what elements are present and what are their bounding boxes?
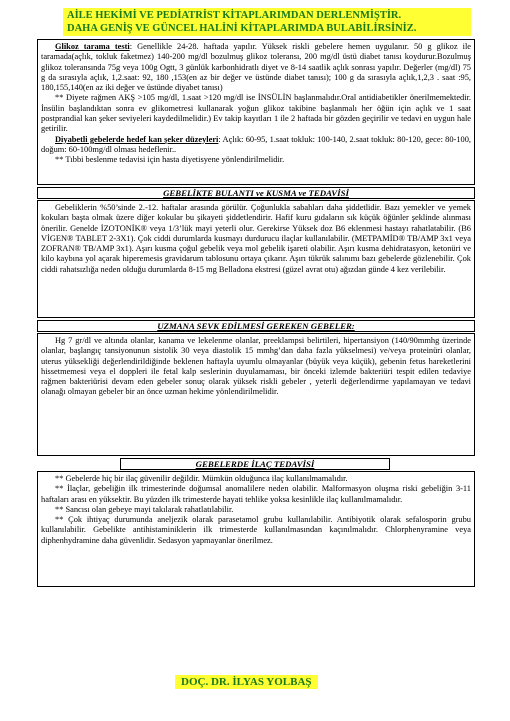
glucose-test-label: Glikoz tarama testi xyxy=(55,42,130,51)
banner-line-2: DAHA GENİŞ VE GÜNCEL HALİNİ KİTAPLARIMDA BULABİLİRSİNİZ. xyxy=(67,23,417,34)
drug-paragraph-1: ** Gebelerde hiç bir ilaç güvenilir değildir. Mümkün olduğunca ilaç kullanılmamalıdır. xyxy=(55,474,348,483)
drug-section xyxy=(37,471,475,587)
nausea-section xyxy=(37,200,475,318)
drug-paragraph-4: ** Çok ihtiyaç durumunda aneljezik olarak parasetamol grubu kullanılabilir. Antibiyotik olarak sefalosporin grubu kullanılabilir. Gebelikte antihistaminiklerin ilk trimesterde kullanılmasından kaçınılmalıdır. Chlorphenyramine veya diphenhydramine daha güvenlidir. Sedasyon yapmayanlar önerilmez. xyxy=(41,515,471,545)
glucose-paragraph xyxy=(41,42,471,93)
targets-paragraph xyxy=(41,135,471,156)
nausea-paragraph: Gebeliklerin %50’sinde 2.-12. haftalar arasında görülür. Çoğunlukla sabahları daha şiddetlidir. Bazı yemekler ve yemek kokuları başta olmak üzere diğer kokular bu şikayeti şiddetlendirir. Hafif kuru gıdaların sık küçük öğünler şeklinde alınması önerilir. Genelde İZOTONİK® veya 1/3’lük mayi yeterli olur. Gerekirse Yüksek doz B6 eklenmesi hastayı rahatlatabilir. (B6 VİGEN® TABLET 2-3X1). Çok ciddi durumlarda kusmayı durdurucu ilaçlar kullanılabilir. (METPAMİD® TB/AMP 3x1 veya ZOFRAN® TB/AMP 3x1). Aşırı kusma çoğul gebelik veya mol gebelik işareti olabilir. Aşırı kusma dehidratasyon, ketonüri ve kilo kaybına yol açarak hiperemesis gravidarum tablosunu ortaya çıkarır. Aşırı tükrük salınımı bazı gebelerde gözlenebilir. Çok ciddi rahatsızlığa neden olduğu durumlarda 8-15 mg Belladona ekstresi (güzel avrat otu) ağızdan günde 4 kez verilebilir. xyxy=(41,203,471,274)
targets-label: Diyabetli gebelerde hedef kan şeker düzeyleri xyxy=(55,134,219,144)
drug-paragraph-3: ** Sancısı olan gebeye mayi takılarak rahatlatılabilir. xyxy=(55,504,234,514)
insulin-paragraph: ** Diyete rağmen AKŞ >105 mg/dl, 1.saat >120 mg/dl ise İNSÜLİN başlanmalıdır.Oral antidiabetikler önerilmemektedir. İnsülin başlandıktan sonra ev glikometresi kullanarak yoğun glikoz takibine başlanmalı her öğün için açlık ve 1 saat postprandial kan şeker seviyeleri kaydedilmelidir.) Ev takip kayıtları 1 ile 2 haftada bir gözden geçirilir ve tedavi en uygun hale getirilir. xyxy=(41,93,471,134)
referral-paragraph: Hg 7 gr/dl ve altında olanlar, kanama ve lekelenme olanlar, preeklampsi belirtileri, hipertansiyon (140/90mmhg üzerinde olanlar, başlangıç tansiyonunun sistolik 30 veya diastolik 15 mmhg’dan daha fazla yükselmesi) ve/veya proteinüri olanlar, uterus yüksekliği değerlendirildiğinde beklenen haftayla uyumlu olmayanlar (büyük veya küçük), gebenin fetus hareketlerini hissetmemesi veya el doppleri ile fetal kalp seslerinin duyulamaması, bir önceki izlemde bakteriüri tespit edilen tedaviye rağmen bakteriürisi devam eden gebeler sonuç olarak yüksek riskli gebeler , yeterli değerlendirme yapılamayan ve tedavi olanağı olmayan gebeler bir an önce uzman hekime yönlendirilmelidir. xyxy=(41,336,471,397)
glucose-section xyxy=(37,39,475,185)
nausea-heading: GEBELİKTE BULANTI ve KUSMA ve TEDAVİSİ xyxy=(37,187,475,199)
referral-heading: UZMANA SEVK EDİLMESİ GEREKEN GEBELER: xyxy=(37,320,475,332)
referral-section xyxy=(37,333,475,456)
title-banner xyxy=(63,8,471,36)
banner-line-1: AİLE HEKİMİ VE PEDİATRİST KİTAPLARIMDAN DERLENMİŞTİR. xyxy=(67,10,402,21)
glucose-text: : Genellikle 24-28. haftada yapılır. Yüksek riskli gebelere hemen uygulanır. 50 g glikoz ile taramada(açlık, tokluk faketmez) 140-200 mg/dl bozulmuş glikoz toleransı, 200 mg/dl üstü diabet tanısı koydurur.Bozulmuş glikoz toleransında 75g veya 100g Ogtt, 3 günlük karbonhidratlı diyet ve 8-14 saatlik açlık sonrası yapılır. Değerler (mg/dl) 75 g da sırasıyla açlık, 1,2.saat: 92, 180 ,153(en az bir değer ve üstünde diabet tanısı); 100 g da sırasıyla açlık,1,2,3 . saat :95, 180,155,140(en az iki değer ve üstünde diyabet tanısı) xyxy=(41,42,471,93)
drug-heading: GEBELERDE İLAÇ TEDAVİSİ xyxy=(120,458,390,470)
author-name: DOÇ. DR. İLYAS YOLBAŞ xyxy=(175,675,318,689)
diet-paragraph: ** Tıbbi beslenme tedavisi için hasta diyetisyene yönlendirilmelidir. xyxy=(55,155,285,165)
drug-paragraph-2: ** İlaçlar, gebeliğin ilk trimesterinde doğumsal anomalilere neden olabilir. Malformasyon oluşma riski gebeliğin 3-11 haftaları arası en yüksektir. Bu yüzden ilk trimesterde hayati tehlike yoksa kesinlikle ilaç kullanılmamalıdır. xyxy=(41,484,471,504)
targets-text: : Açlık: 60-95, 1.saat tokluk: 100-140, 2.saat tokluk: 80-120, gece: 80-100, doğum: 60-100mg/dl olması hedeflenir.. xyxy=(41,134,471,154)
